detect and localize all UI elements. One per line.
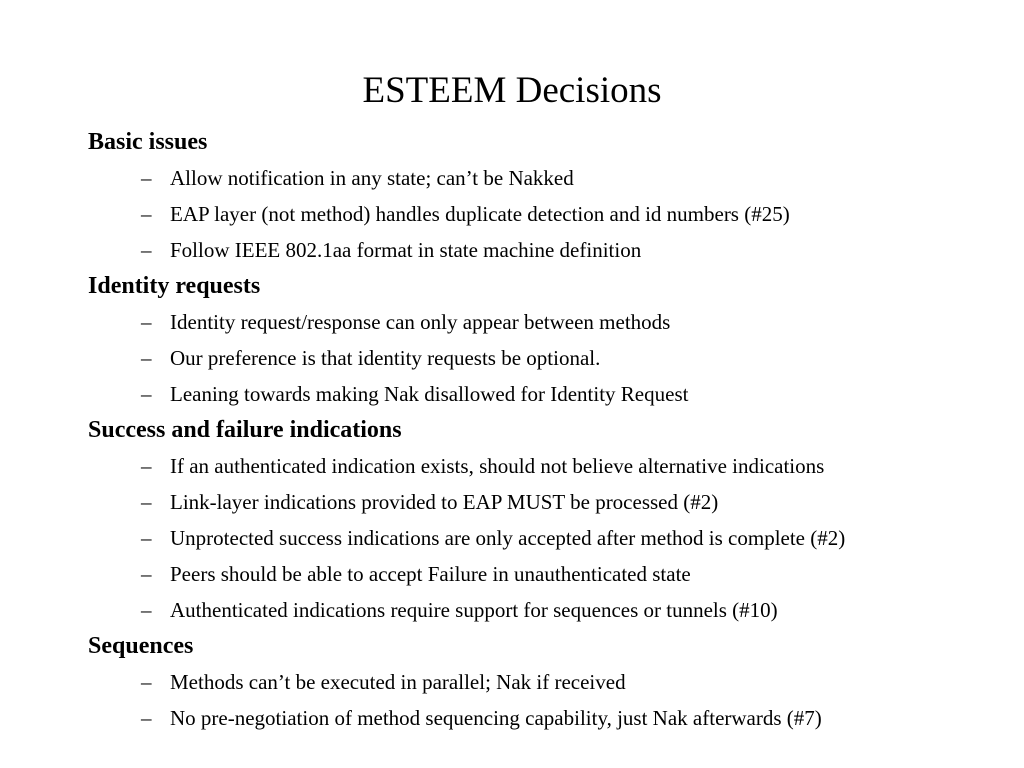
slide-content xyxy=(88,124,1008,736)
bullet-item xyxy=(88,448,1008,484)
bullet-list xyxy=(88,448,1008,628)
dash-marker: – xyxy=(141,526,152,550)
bullet-text: Allow notification in any state; can’t be Nakked xyxy=(170,166,574,190)
bullet-list xyxy=(88,304,1008,412)
bullet-item xyxy=(88,340,1008,376)
bullet-item xyxy=(88,556,1008,592)
bullet-item xyxy=(88,484,1008,520)
bullet-item xyxy=(88,232,1008,268)
bullet-text: Peers should be able to accept Failure in unauthenticated state xyxy=(170,562,691,586)
bullet-list xyxy=(88,664,1008,736)
bullet-item xyxy=(88,520,1008,556)
dash-marker: – xyxy=(141,166,152,190)
section-identity-requests xyxy=(88,268,1008,412)
bullet-item xyxy=(88,196,1008,232)
bullet-list xyxy=(88,160,1008,268)
dash-marker: – xyxy=(141,310,152,334)
bullet-text: Authenticated indications require support for sequences or tunnels (#10) xyxy=(170,598,778,622)
section-success-failure-indications xyxy=(88,412,1008,628)
dash-marker: – xyxy=(141,454,152,478)
dash-marker: – xyxy=(141,202,152,226)
bullet-item xyxy=(88,160,1008,196)
bullet-text: No pre-negotiation of method sequencing capability, just Nak afterwards (#7) xyxy=(170,706,822,730)
dash-marker: – xyxy=(141,382,152,406)
section-heading: Basic issues xyxy=(88,129,208,155)
bullet-text: Leaning towards making Nak disallowed for Identity Request xyxy=(170,382,689,406)
bullet-text: EAP layer (not method) handles duplicate detection and id numbers (#25) xyxy=(170,202,790,226)
bullet-item xyxy=(88,592,1008,628)
dash-marker: – xyxy=(141,562,152,586)
section-heading: Sequences xyxy=(88,633,194,659)
bullet-text: Our preference is that identity requests be optional. xyxy=(170,346,601,370)
dash-marker: – xyxy=(141,490,152,514)
slide-title: ESTEEM Decisions xyxy=(362,70,662,111)
dash-marker: – xyxy=(141,670,152,694)
bullet-text: Methods can’t be executed in parallel; Nak if received xyxy=(170,670,626,694)
section-heading: Identity requests xyxy=(88,273,261,299)
bullet-item xyxy=(88,304,1008,340)
section-sequences xyxy=(88,628,1008,736)
bullet-text: Link-layer indications provided to EAP MUST be processed (#2) xyxy=(170,490,719,514)
bullet-item xyxy=(88,376,1008,412)
bullet-text: Identity request/response can only appear between methods xyxy=(170,310,671,334)
dash-marker: – xyxy=(141,598,152,622)
dash-marker: – xyxy=(141,346,152,370)
bullet-item xyxy=(88,664,1008,700)
dash-marker: – xyxy=(141,238,152,262)
section-heading: Success and failure indications xyxy=(88,417,402,443)
section-basic-issues xyxy=(88,124,1008,268)
bullet-text: If an authenticated indication exists, should not believe alternative indications xyxy=(170,454,825,478)
bullet-text: Unprotected success indications are only accepted after method is complete (#2) xyxy=(170,526,846,550)
dash-marker: – xyxy=(141,706,152,730)
bullet-text: Follow IEEE 802.1aa format in state machine definition xyxy=(170,238,642,262)
bullet-item xyxy=(88,700,1008,736)
